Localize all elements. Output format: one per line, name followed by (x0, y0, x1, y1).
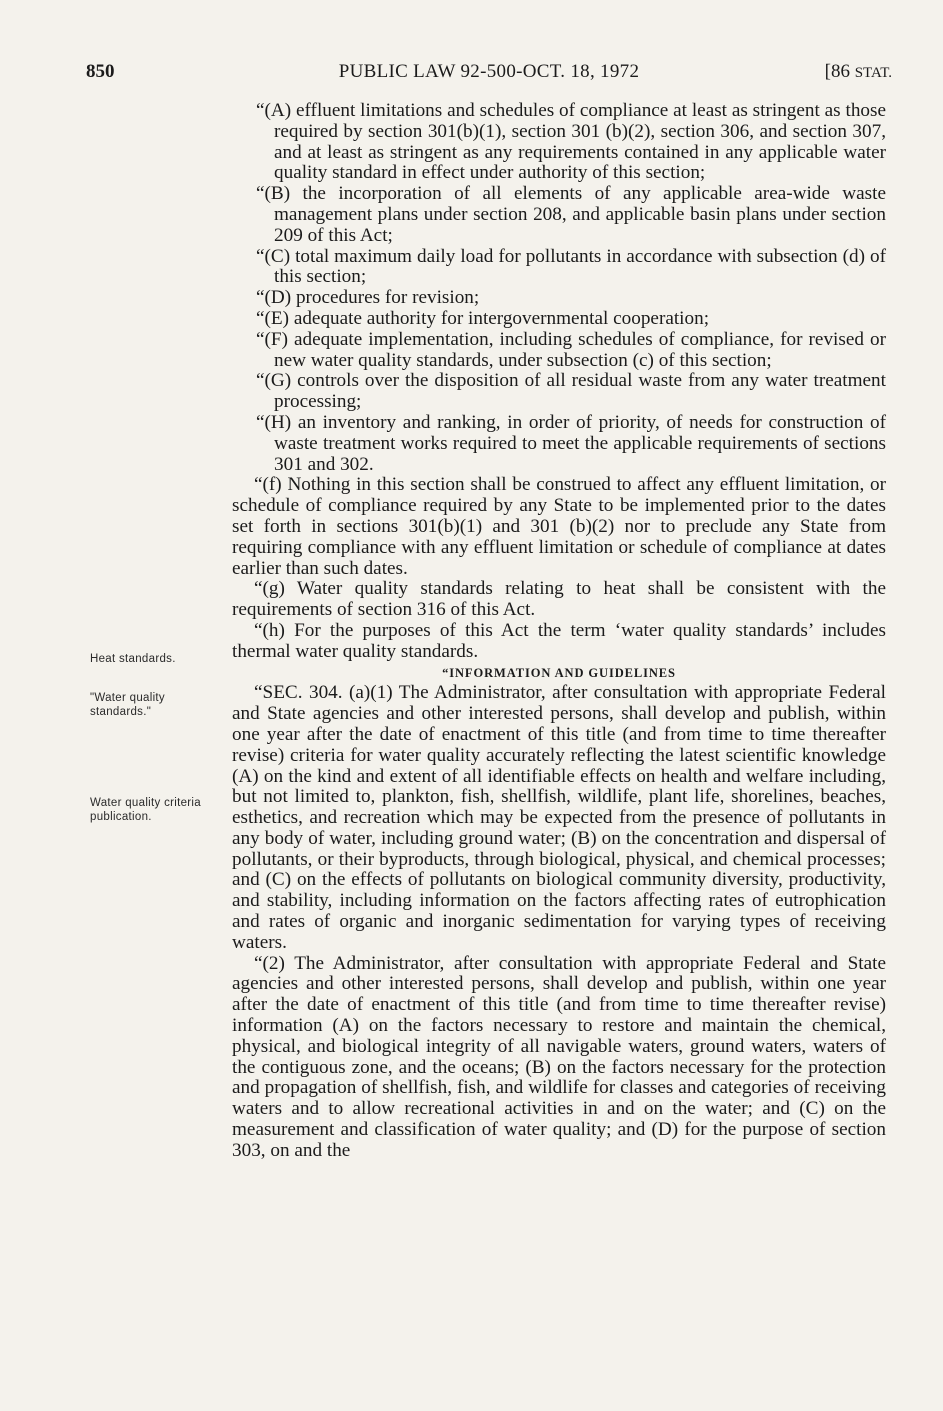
subsection-f: “(f) Nothing in this section shall be construed to affect any effluent limitation, or schedule of compliance required by any State to be implemented prior to the dates set forth in sections 301(b)(1) and 301 (b)(2) nor to preclude any State from requiring compliance with any effluent limitation or schedule of compliance at dates earlier than such dates. (232, 474, 886, 579)
margin-note-water-quality-standards: "Water quality standards." (90, 692, 165, 718)
page-number: 850 (86, 61, 115, 82)
running-title: PUBLIC LAW 92-500-OCT. 18, 1972 (338, 61, 640, 82)
paragraph-c: “(C) total maximum daily load for pollutants in accordance with subsection (d) of this section; (256, 245, 886, 288)
paragraph-f-item: “(F) adequate implementation, including schedules of compliance, for revised or new water quality standards, under subsection (c) of this section; (256, 328, 886, 371)
volume-stat: STAT. (854, 65, 892, 81)
subsection-g: “(g) Water quality standards relating to heat shall be consistent with the requirements of section 316 of this Act. (232, 578, 886, 621)
page-header (86, 58, 892, 86)
margin-note-heat-standards: Heat standards. (90, 653, 176, 665)
paragraph-b: “(B) the incorporation of all elements of any applicable area-wide waste management plans under section 208, and applicable basin plans under section 209 of this Act; (256, 183, 886, 246)
section-304-a2: “(2) The Administrator, after consultation with appropriate Federal and State agencies and other interested persons, shall develop and publish, within one year after the date of enactment of this title (and from time to time thereafter revise) information (A) on the factors necessary to restore and maintain the chemical, physical, and biological integrity of all navigable waters, ground waters, waters of the contiguous zone, and the oceans; (B) on the factors necessary for the protection and propagation of shellfish, fish, and wildlife for classes and categories of receiving waters and to allow recreational activities in and on the water; and (C) on the measurement and classification of water quality; and (D) for the purpose of section 303, on and the (232, 952, 886, 1161)
volume-citation (825, 58, 892, 87)
paragraph-h-item: “(H) an inventory and ranking, in order of priority, of needs for construction of waste treatment works required to meet the applicable requirements of sections 301 and 302. (256, 411, 886, 475)
subsection-h: “(h) For the purposes of this Act the term ‘water quality standards’ includes thermal water quality standards. (232, 619, 886, 662)
paragraph-e: “(E) adequate authority for intergovernmental cooperation; (256, 307, 710, 329)
paragraph-d: “(D) procedures for revision; (256, 287, 480, 309)
margin-note-water-quality-criteria: Water quality criteria publication. (90, 797, 201, 823)
body-text (232, 101, 886, 1162)
paragraph-g-item: “(G) controls over the disposition of all residual waste from any water treatment processing; (256, 370, 886, 413)
section-heading: “INFORMATION AND GUIDELINES (442, 665, 676, 680)
volume-prefix: [86 (824, 61, 855, 82)
paragraph-a: “(A) effluent limitations and schedules of compliance at least as stringent as those required by section 301(b)(1), section 301 (b)(2), section 306, and section 307, and at least as stringent as any requirements contained in any applicable water quality standard in effect under authority of this section; (256, 100, 886, 184)
section-304-a1: “SEC. 304. (a)(1) The Administrator, after consultation with appropriate Federal and State agencies and other interested persons, shall develop and publish, within one year after the date of enactment of this title (and from time to time thereafter revise) criteria for water quality accurately reflecting the latest scientific knowledge (A) on the kind and extent of all identifiable effects on health and welfare including, but not limited to, plankton, fish, shellfish, wildlife, plant life, shorelines, beaches, esthetics, and recreation which may be expected from the presence of pollutants in any body of water, including ground water; (B) on the concentration and dispersal of pollutants, or their byproducts, through biological, physical, and chemical processes; and (C) on the effects of pollutants on biological community diversity, productivity, and stability, including information on the factors affecting rates of eutrophication and rates of organic and inorganic sedimentation for varying types of receiving waters. (232, 682, 886, 953)
